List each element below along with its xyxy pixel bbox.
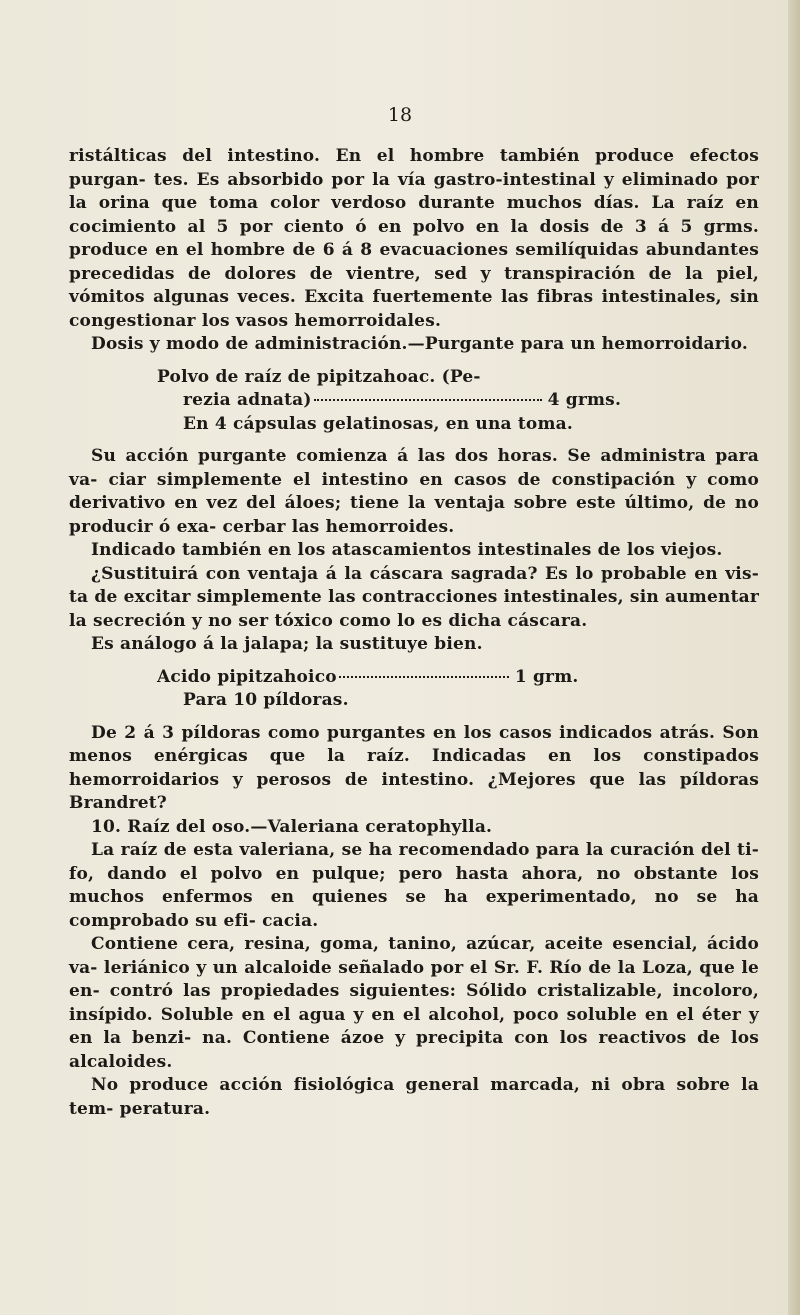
paragraph-valeriana: La raíz de esta valeriana, se ha recomendado para la curación del ti- fo, dando el polvo en pulque; pero hasta ahora, no obstante los muchos enfermos en quienes se ha experimentado, no se ha comprobado su efi- cacia. <box>69 840 759 931</box>
paragraph-elderly: Indicado también en los atascamientos intestinales de los viejos. <box>91 540 723 560</box>
paragraph-cascara: ¿Sustituirá con ventaja á la cáscara sagrada? Es lo probable en vis- ta de excitar simplemente las contracciones intestinales, sin aumentar la secreción y no ser tóxico como lo es dicha cáscara. <box>69 563 759 631</box>
recipe-acid-name: Acido pipitzahoico <box>157 666 337 687</box>
paragraph-physiological: No produce acción fisiológica general marcada, ni obra sobre la tem- peratura. <box>69 1075 759 1119</box>
dot-leader <box>339 676 509 678</box>
section-heading-raiz-del-oso: 10. Raíz del oso.—Valeriana ceratophylla. <box>91 816 493 837</box>
recipe-powder-line3: En 4 cápsulas gelatinosas, en una toma. <box>183 413 573 434</box>
recipe-acid <box>69 666 759 713</box>
recipe-powder-name: rezia adnata) <box>183 390 312 410</box>
paragraph-purgative-action: Su acción purgante comienza á las dos horas. Se administra para va- ciar simplemente el intestino en casos de constipación y como derivativo en vez del áloes; tiene la ventaja sobre este último, de no producir ó exa- cerbar las hemorroides. <box>69 446 759 537</box>
page-body <box>69 145 759 1121</box>
paragraph-jalapa: Es análogo á la jalapa; la sustituye bien. <box>91 634 483 654</box>
dot-leader <box>314 399 542 401</box>
paragraph-composition: Contiene cera, resina, goma, tanino, azúcar, aceite esencial, ácido va- leriánico y un alcaloide señalado por el Sr. F. Río de la Loza, que le en- contró las propiedades siguientes: Sólido cristalizable, incoloro, insípido. Soluble en el agua y en el alcohol, poco soluble en el éter y en la benzi- na. Contiene ázoe y precipita con los reactivos de los alcaloides. <box>69 934 759 1072</box>
paragraph-peristalsis: ristálticas del intestino. En el hombre también produce efectos purgan- tes. Es absorbido por la vía gastro-intestinal y eliminado por la orina que toma color verdoso durante muchos días. La raíz en cocimiento al 5 por ciento ó en polvo en la dosis de 3 á 5 grms. produce en el hombre de 6 á 8 evacuaciones semilíquidas abundantes precedidas de dolores de vientre, sed y transpiración de la piel, vómitos algunas veces. Excita fuertemente las fibras intestinales, sin congestionar los vasos hemorroidales. <box>69 146 759 331</box>
recipe-acid-line2: Para 10 píldoras. <box>183 690 349 710</box>
page-number: 18 <box>387 104 413 126</box>
paragraph-dosage-heading: Dosis y modo de administración.—Purgante para un hemorroidario. <box>91 334 748 354</box>
paragraph-pills: De 2 á 3 píldoras como purgantes en los casos indicados atrás. Son menos enérgicas que la raíz. Indicadas en los constipados hemorroidarios y perosos de intestino. ¿Mejores que las píldoras Brandret? <box>69 722 759 813</box>
recipe-acid-line1 <box>69 666 759 690</box>
recipe-powder-line2 <box>69 389 759 413</box>
page-edge-shadow <box>788 0 800 1315</box>
recipe-powder <box>69 366 759 437</box>
recipe-powder-dose: 4 grms. <box>547 390 622 410</box>
recipe-powder-line1: Polvo de raíz de pipitzahoac. (Pe- <box>157 366 481 387</box>
recipe-acid-dose: 1 grm. <box>514 666 579 687</box>
